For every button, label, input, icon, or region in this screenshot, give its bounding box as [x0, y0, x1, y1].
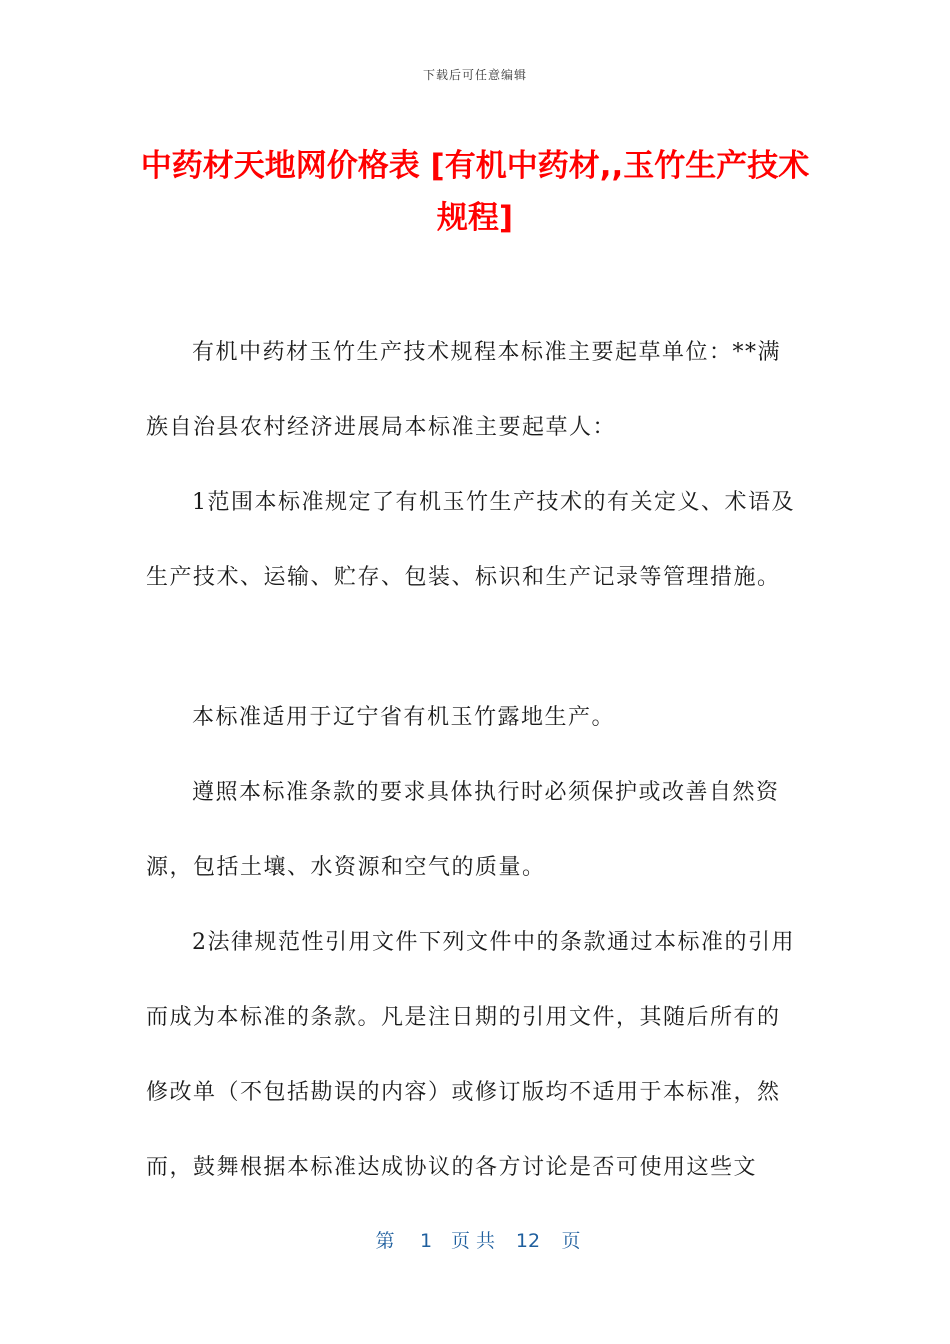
paragraph: 本标准适用于辽宁省有机玉竹露地生产。 — [192, 705, 616, 730]
paragraph: 遵照本标准条款的要求具体执行时必须保护或改善自然资源，包括土壤、水资源和空气的质量。 — [146, 780, 780, 880]
footer-suffix: 页 — [561, 1230, 581, 1252]
page-footer — [0, 1226, 950, 1253]
total-pages: 12 — [515, 1230, 541, 1252]
paragraph: 有机中药材玉竹生产技术规程本标准主要起草单位：**满族自治县农村经济进展局本标准主要起草人： — [146, 340, 782, 440]
header-note: 下载后可任意编辑 — [422, 68, 527, 82]
footer-prefix: 第 — [375, 1230, 395, 1252]
paragraph: 1范围本标准规定了有机玉竹生产技术的有关定义、术语及生产技术、运输、贮存、包装、标识和生产记录等管理措施。 — [146, 490, 795, 590]
footer-middle: 页 共 — [450, 1230, 496, 1252]
document-body — [146, 315, 800, 1205]
document-title: 中药材天地网价格表 [有机中药材,,玉竹生产技术规程] — [140, 148, 810, 236]
page-number: 1 — [419, 1230, 433, 1252]
paragraph: 2法律规范性引用文件下列文件中的条款通过本标准的引用而成为本标准的条款。凡是注日期的引用文件，其随后所有的修改单（不包括勘误的内容）或修订版均不适用于本标准，然而，鼓舞根据本标准达成协议的各方讨论是否可使用这些文 — [146, 930, 795, 1180]
